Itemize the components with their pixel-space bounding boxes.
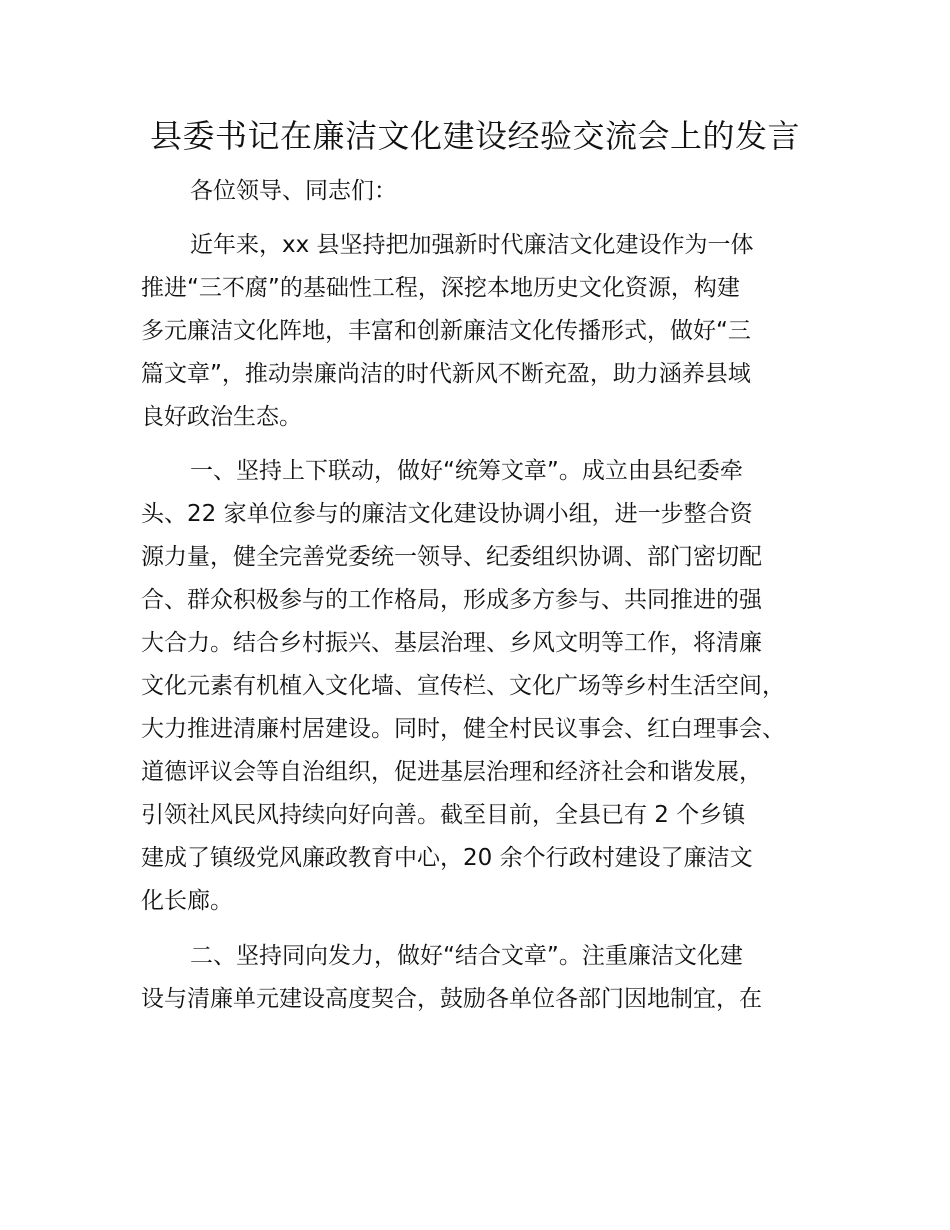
paragraph-2-line: 合、群众积极参与的工作格局，形成多方参与、共同推进的强 [141,587,762,613]
paragraph-1-line: 近年来，xx 县坚持把加强新时代廉洁文化建设作为一体 [190,232,754,258]
paragraph-2-line: 一、坚持上下联动，做好“统筹文章”。成立由县纪委牵 [190,458,743,484]
paragraph-3-line: 设与清廉单元建设高度契合，鼓励各单位各部门因地制宜，在 [141,986,762,1012]
paragraph-1-line: 良好政治生态。 [141,404,302,430]
paragraph-2-line: 源力量，健全完善党委统一领导、纪委组织协调、部门密切配 [141,544,762,570]
paragraph-2-line: 文化元素有机植入文化墙、宣传栏、文化广场等乡村生活空间， [141,673,785,699]
paragraph-3-line: 二、坚持同向发力，做好“结合文章”。注重廉洁文化建 [190,943,743,969]
page-title: 县委书记在廉洁文化建设经验交流会上的发言 [149,117,800,155]
paragraph-2-line: 大力推进清廉村居建设。同时，健全村民议事会、红白理事会、 [141,716,785,742]
paragraph-2-line: 化长廊。 [141,888,233,914]
paragraph-1-line: 多元廉洁文化阵地，丰富和创新廉洁文化传播形式，做好“三 [141,318,751,344]
paragraph-1-line: 推进“三不腐”的基础性工程，深挖本地历史文化资源，构建 [141,275,740,301]
paragraph-1-line: 篇文章”，推动崇廉尚洁的时代新风不断充盈，助力涵养县域 [141,361,751,387]
paragraph-2-line: 大合力。结合乡村振兴、基层治理、乡风文明等工作，将清廉 [141,630,762,656]
paragraph-2-line: 引领社风民风持续向好向善。截至目前，全县已有 2 个乡镇 [141,802,746,828]
paragraph-2-line: 道德评议会等自治组织，促进基层治理和经济社会和谐发展， [141,759,762,785]
paragraph-2-line: 头、22 家单位参与的廉洁文化建设协调小组，进一步整合资 [141,501,753,527]
paragraph-2-line: 建成了镇级党风廉政教育中心，20 余个行政村建设了廉洁文 [141,845,753,871]
salutation: 各位领导、同志们： [190,178,397,204]
